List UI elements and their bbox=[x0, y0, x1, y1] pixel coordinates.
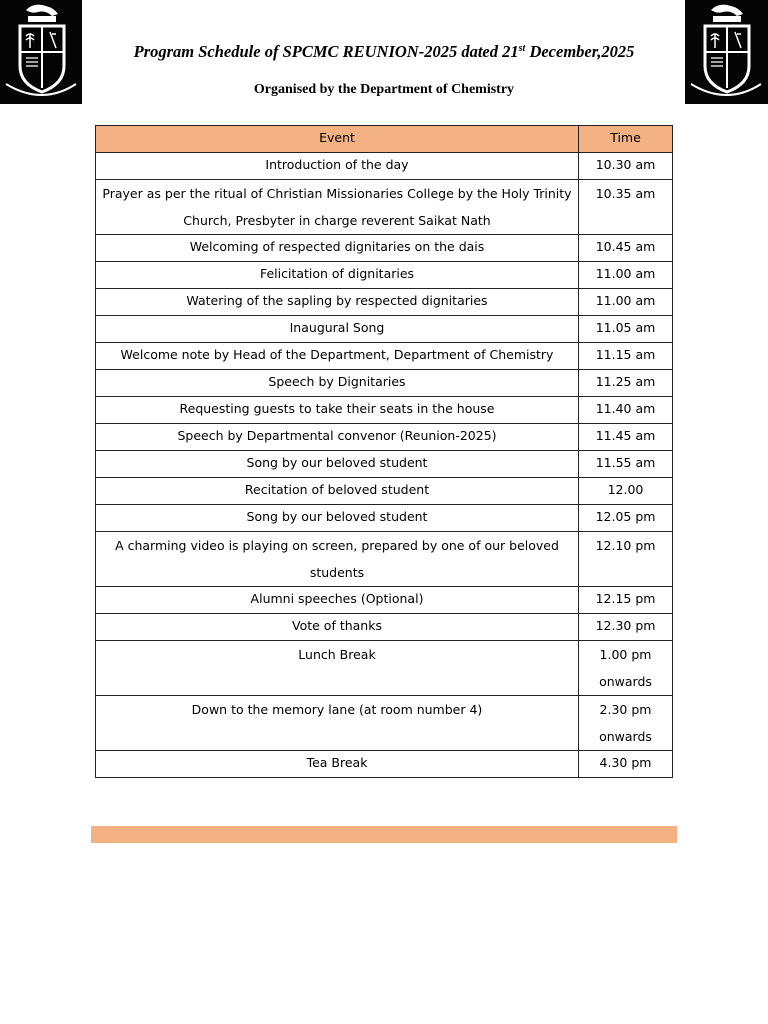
time-cell: 10.45 am bbox=[579, 235, 673, 262]
table-row bbox=[96, 641, 673, 696]
time-cell: 11.25 am bbox=[579, 370, 673, 397]
time-cell: 10.30 am bbox=[579, 153, 673, 180]
column-header-event: Event bbox=[96, 126, 579, 153]
event-cell: Vote of thanks bbox=[96, 614, 579, 641]
event-cell: Lunch Break bbox=[96, 641, 579, 696]
time-cell: 11.40 am bbox=[579, 397, 673, 424]
table-row bbox=[96, 587, 673, 614]
time-cell: 12.15 pm bbox=[579, 587, 673, 614]
schedule-table bbox=[95, 125, 673, 778]
event-cell: Inaugural Song bbox=[96, 316, 579, 343]
time-cell: 1.00 pm onwards bbox=[579, 641, 673, 696]
table-row bbox=[96, 370, 673, 397]
title-main: Program Schedule of SPCMC REUNION-2025 dated 21 bbox=[133, 42, 519, 61]
event-cell: Welcoming of respected dignitaries on the dais bbox=[96, 235, 579, 262]
table-row bbox=[96, 614, 673, 641]
event-cell: Welcome note by Head of the Department, Department of Chemistry bbox=[96, 343, 579, 370]
time-cell: 11.00 am bbox=[579, 289, 673, 316]
table-header-row bbox=[96, 126, 673, 153]
table-row bbox=[96, 451, 673, 478]
event-cell: Song by our beloved student bbox=[96, 451, 579, 478]
table-row bbox=[96, 397, 673, 424]
time-cell: 11.45 am bbox=[579, 424, 673, 451]
event-cell: Speech by Departmental convenor (Reunion-2025) bbox=[96, 424, 579, 451]
table-row bbox=[96, 532, 673, 587]
time-cell: 10.35 am bbox=[579, 180, 673, 235]
table-row bbox=[96, 505, 673, 532]
footer-divider-bar bbox=[91, 826, 677, 843]
time-cell: 12.10 pm bbox=[579, 532, 673, 587]
table-row bbox=[96, 424, 673, 451]
event-cell: Recitation of beloved student bbox=[96, 478, 579, 505]
event-cell: Watering of the sapling by respected dignitaries bbox=[96, 289, 579, 316]
time-cell: 11.00 am bbox=[579, 262, 673, 289]
event-cell: Felicitation of dignitaries bbox=[96, 262, 579, 289]
table-row bbox=[96, 316, 673, 343]
event-cell: Speech by Dignitaries bbox=[96, 370, 579, 397]
title-end: December,2025 bbox=[525, 42, 635, 61]
column-header-time: Time bbox=[579, 126, 673, 153]
table-row bbox=[96, 180, 673, 235]
time-cell: 4.30 pm bbox=[579, 751, 673, 778]
event-cell: Tea Break bbox=[96, 751, 579, 778]
table-row bbox=[96, 751, 673, 778]
time-cell: 2.30 pm onwards bbox=[579, 696, 673, 751]
table-row bbox=[96, 262, 673, 289]
time-cell: 11.15 am bbox=[579, 343, 673, 370]
event-cell: Down to the memory lane (at room number 4) bbox=[96, 696, 579, 751]
table-row bbox=[96, 478, 673, 505]
time-cell: 12.30 pm bbox=[579, 614, 673, 641]
table-row bbox=[96, 289, 673, 316]
table-row bbox=[96, 696, 673, 751]
event-cell: Introduction of the day bbox=[96, 153, 579, 180]
time-cell: 12.05 pm bbox=[579, 505, 673, 532]
table-row bbox=[96, 343, 673, 370]
event-cell: Song by our beloved student bbox=[96, 505, 579, 532]
page-subtitle: Organised by the Department of Chemistry bbox=[253, 82, 515, 97]
table-row bbox=[96, 153, 673, 180]
title-superscript: st bbox=[518, 43, 526, 54]
event-cell: Prayer as per the ritual of Christian Missionaries College by the Holy Trinity Church, Presbyter in charge reverent Saikat Nath bbox=[96, 180, 579, 235]
event-cell: A charming video is playing on screen, prepared by one of our beloved students bbox=[96, 532, 579, 587]
event-cell: Alumni speeches (Optional) bbox=[96, 587, 579, 614]
time-cell: 11.55 am bbox=[579, 451, 673, 478]
event-cell: Requesting guests to take their seats in the house bbox=[96, 397, 579, 424]
time-cell: 12.00 bbox=[579, 478, 673, 505]
time-cell: 11.05 am bbox=[579, 316, 673, 343]
table-row bbox=[96, 235, 673, 262]
page-title bbox=[0, 42, 768, 62]
